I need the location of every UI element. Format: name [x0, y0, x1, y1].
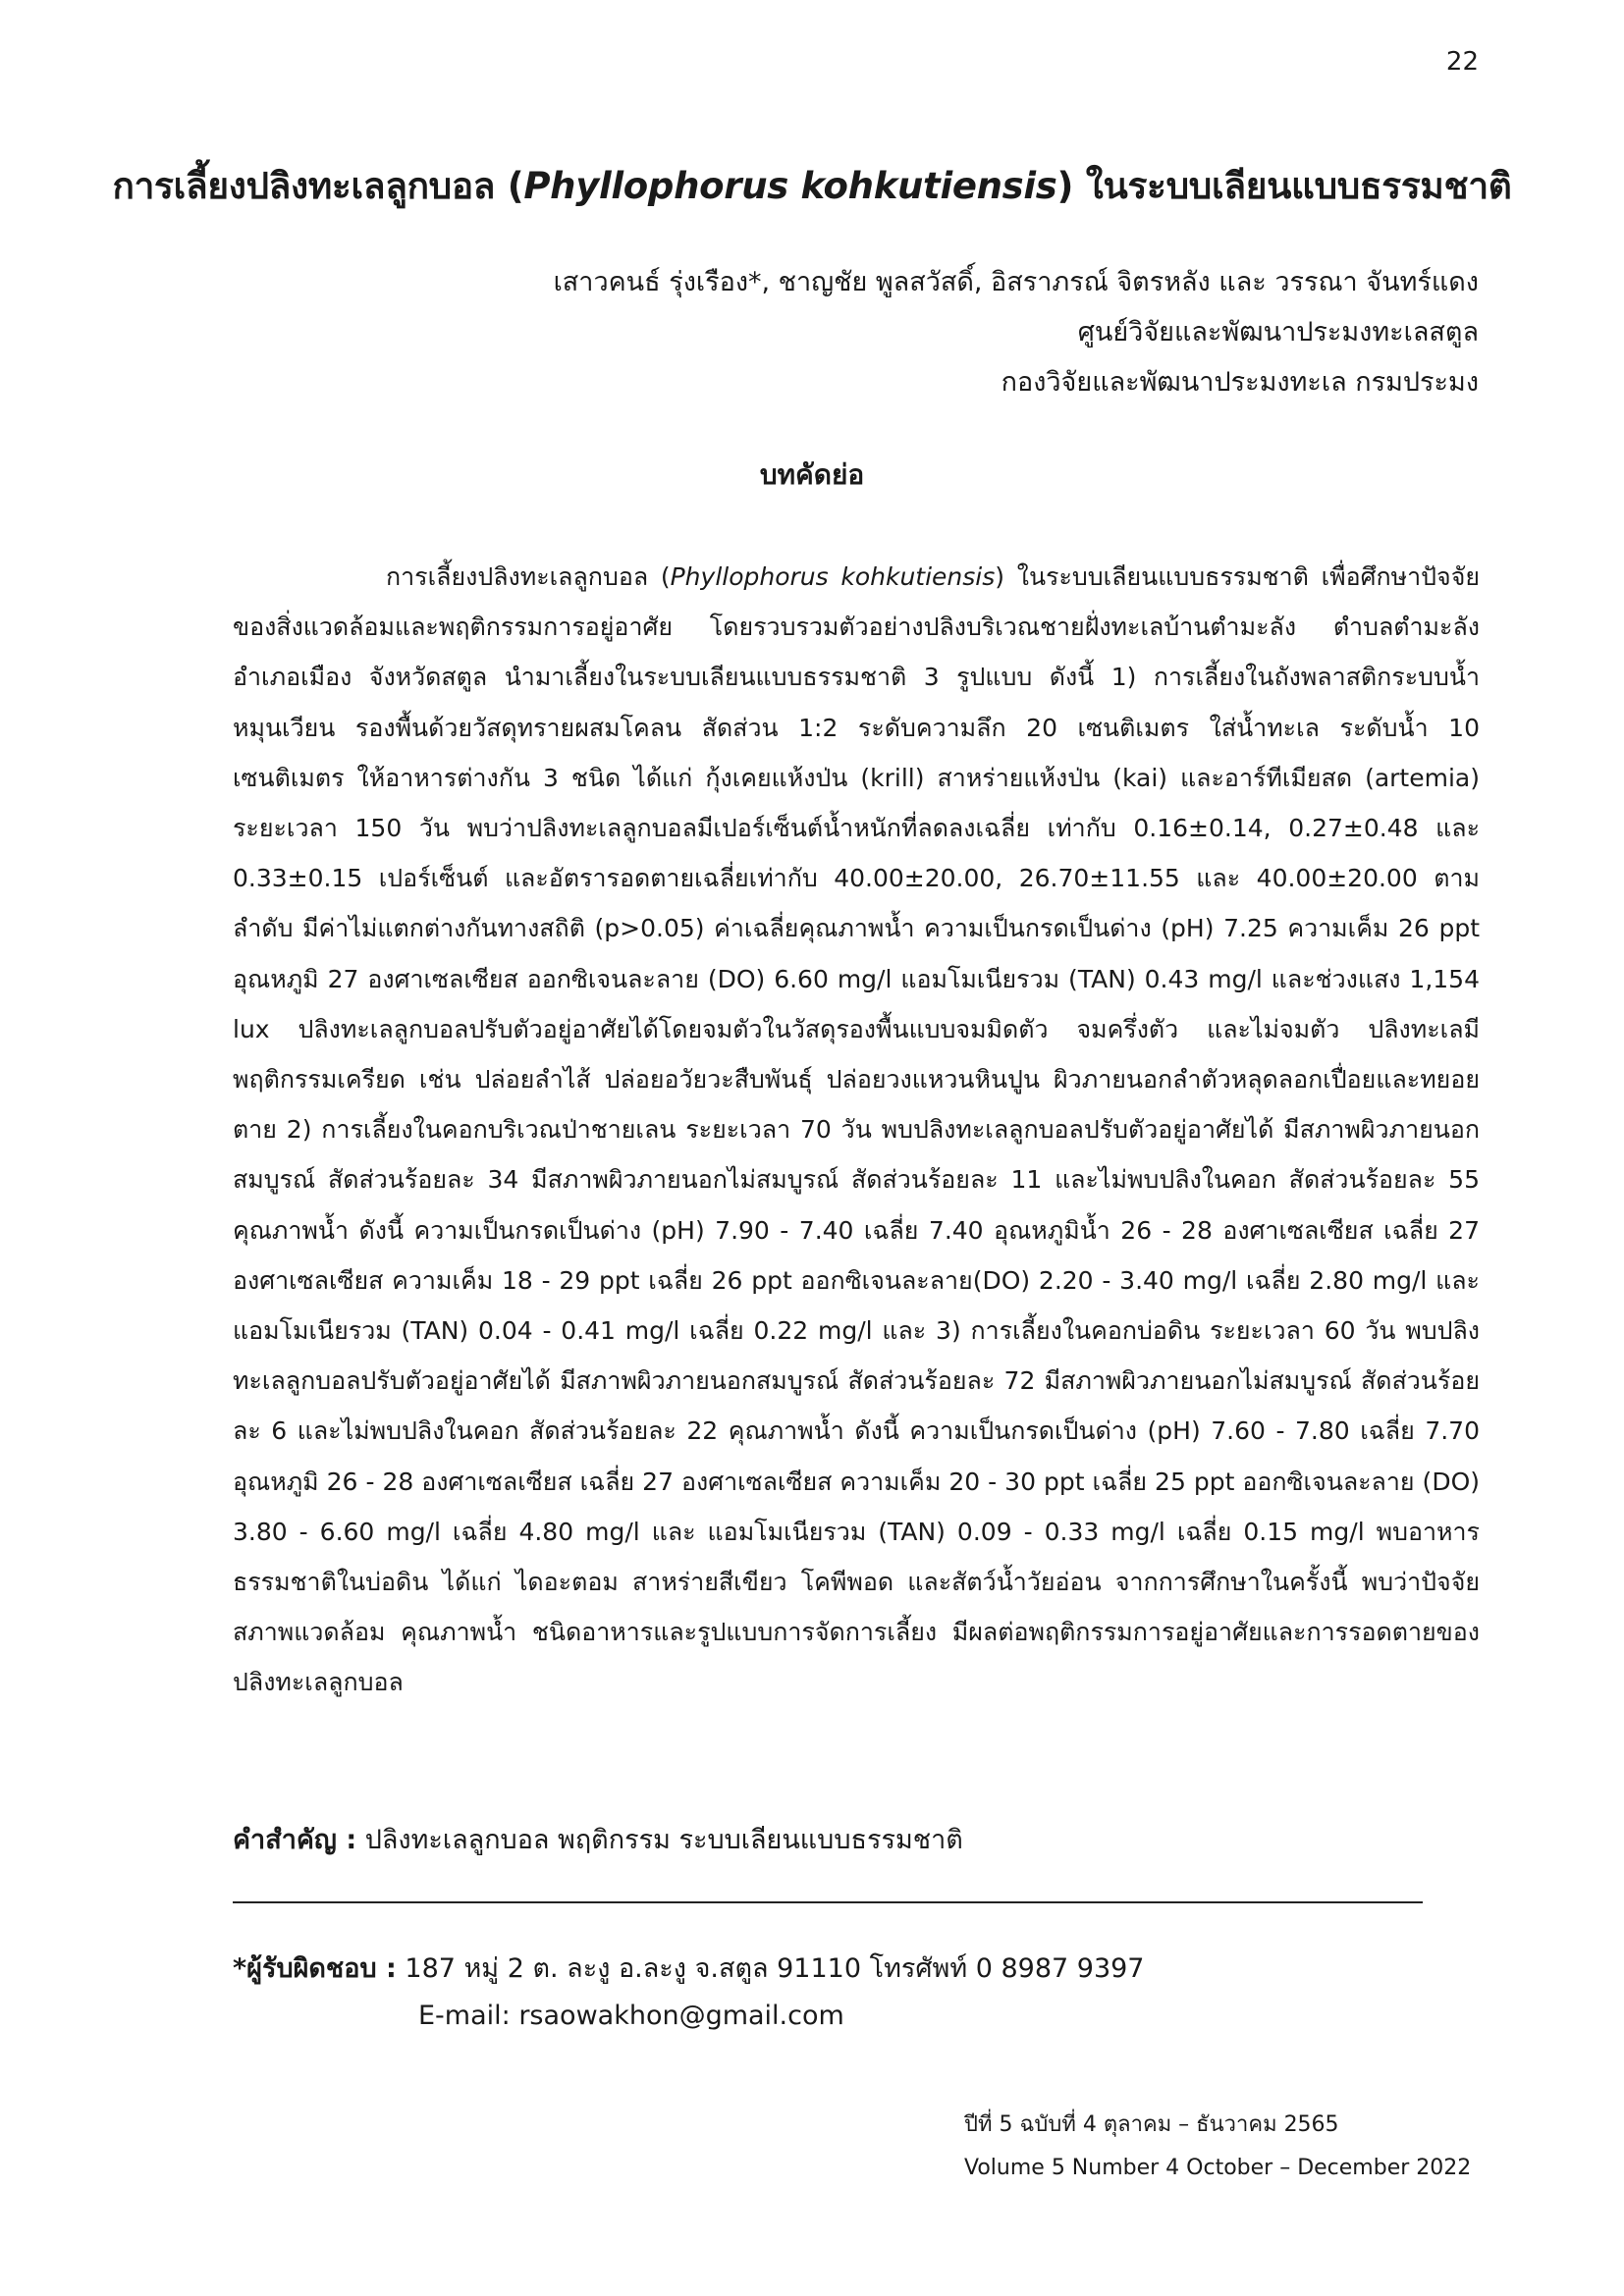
correspondence-email[interactable]: E-mail: rsaowakhon@gmail.com [418, 2001, 844, 2031]
correspondence-label: *ผู้รับผิดชอบ : [233, 1953, 397, 1984]
issue-info [964, 2104, 1471, 2190]
title-text-after: ) ในระบบเลียนแบบธรรมชาติ [1056, 165, 1512, 207]
affiliation-center: ศูนย์วิจัยและพัฒนาประมงทะเลสตูล [1077, 317, 1479, 347]
abstract-heading: บทคัดย่อ [759, 458, 865, 491]
abstract-paragraph [233, 552, 1480, 1708]
issue-english: Volume 5 Number 4 October – December 2022 [964, 2156, 1472, 2180]
keywords-label: คำสำคัญ : [233, 1825, 357, 1855]
issue-thai: ปีที่ 5 ฉบับที่ 4 ตุลาคม – ธันวาคม 2565 [964, 2112, 1339, 2137]
page-number: 22 [1445, 47, 1479, 77]
title-latin-name: Phyllophorus kohkutiensis [523, 165, 1057, 207]
abstract-body: ) ในระบบเลียนแบบธรรมชาติ เพื่อศึกษาปัจจัยของสิ่งแวดล้อมและพฤติกรรมการอยู่อาศัย โดยรวบรวมตัวอย่างปลิงบริเวณชายฝั่งทะเลบ้านตำมะลัง ตำบลตำมะลัง อำเภอเมือง จังหวัดสตูล นำมาเลี้ยงในระบบเลียนแบบธรรมชาติ 3 รูปแบบ ดังนี้ 1) การเลี้ยงในถังพลาสติกระบบน้ำหมุนเวียน รองพื้นด้วยวัสดุทรายผสมโคลน สัดส่วน 1:2 ระดับความลึก 20 เซนติเมตร ใส่น้ำทะเล ระดับน้ำ 10 เซนติเมตร ให้อาหารต่างกัน 3 ชนิด ได้แก่ กุ้งเคยแห้งป่น (krill) สาหร่ายแห้งป่น (kai) และอาร์ทีเมียสด (artemia) ระยะเวลา 150 วัน พบว่าปลิงทะเลลูกบอลมีเปอร์เซ็นต์น้ำหนักที่ลดลงเฉลี่ย เท่ากับ 0.16±0.14, 0.27±0.48 และ 0.33±0.15 เปอร์เซ็นต์ และอัตรารอดตายเฉลี่ยเท่ากับ 40.00±20.00, 26.70±11.55 และ 40.00±20.00 ตามลำดับ มีค่าไม่แตกต่างกันทางสถิติ (p>0.05) ค่าเฉลี่ยคุณภาพน้ำ ความเป็นกรดเป็นด่าง (pH) 7.25 ความเค็ม 26 ppt อุณหภูมิ 27 องศาเซลเซียส ออกซิเจนละลาย (DO) 6.60 mg/l แอมโมเนียรวม (TAN) 0.43 mg/l และช่วงแสง 1,154 lux ปลิงทะเลลูกบอลปรับตัวอยู่อาศัยได้โดยจมตัวในวัสดุรองพื้นแบบจมมิดตัว จมครึ่งตัว และไม่จมตัว ปลิงทะเลมีพฤติกรรมเครียด เช่น ปล่อยลำไส้ ปล่อยอวัยวะสืบพันธุ์ ปล่อยวงแหวนหินปูน ผิวภายนอกลำตัวหลุดลอกเปื่อยและทยอยตาย 2) การเลี้ยงในคอกบริเวณป่าชายเลน ระยะเวลา 70 วัน พบปลิงทะเลลูกบอลปรับตัวอยู่อาศัยได้ มีสภาพผิวภายนอกสมบูรณ์ สัดส่วนร้อยละ 34 มีสภาพผิวภายนอกไม่สมบูรณ์ สัดส่วนร้อยละ 11 และไม่พบปลิงในคอก สัดส่วนร้อยละ 55 คุณภาพน้ำ ดังนี้ ความเป็นกรดเป็นด่าง (pH) 7.90 - 7.40 เฉลี่ย 7.40 อุณหภูมิน้ำ 26 - 28 องศาเซลเซียส เฉลี่ย 27 องศาเซลเซียส ความเค็ม 18 - 29 ppt เฉลี่ย 26 ppt ออกซิเจนละลาย(DO) 2.20 - 3.40 mg/l เฉลี่ย 2.80 mg/l และแอมโมเนียรวม (TAN) 0.04 - 0.41 mg/l เฉลี่ย 0.22 mg/l และ 3) การเลี้ยงในคอกบ่อดิน ระยะเวลา 60 วัน พบปลิงทะเลลูกบอลปรับตัวอยู่อาศัยได้ มีสภาพผิวภายนอกสมบูรณ์ สัดส่วนร้อยละ 72 มีสภาพผิวภายนอกไม่สมบูรณ์ สัดส่วนร้อยละ 6 และไม่พบปลิงในคอก สัดส่วนร้อยละ 22 คุณภาพน้ำ ดังนี้ ความเป็นกรดเป็นด่าง (pH) 7.60 - 7.80 เฉลี่ย 7.70 อุณหภูมิ 26 - 28 องศาเซลเซียส เฉลี่ย 27 องศาเซลเซียส ความเค็ม 20 - 30 ppt เฉลี่ย 25 ppt ออกซิเจนละลาย (DO) 3.80 - 6.60 mg/l เฉลี่ย 4.80 mg/l และ แอมโมเนียรวม (TAN) 0.09 - 0.33 mg/l เฉลี่ย 0.15 mg/l พบอาหารธรรมชาติในบ่อดิน ได้แก่ ไดอะตอม สาหร่ายสีเขียว โคพีพอด และสัตว์น้ำวัยอ่อน จากการศึกษาในครั้งนี้ พบว่าปัจจัยสภาพแวดล้อม คุณภาพน้ำ ชนิดอาหารและรูปแบบการจัดการเลี้ยง มีผลต่อพฤติกรรมการอยู่อาศัยและการรอดตายของปลิงทะเลลูกบอล [233, 562, 1480, 1697]
paper-title [0, 157, 1624, 215]
correspondence-address: 187 หมู่ 2 ต. ละงู อ.ละงู จ.สตูล 91110 โทรศัพท์ 0 8987 9397 [396, 1953, 1145, 1984]
keywords [233, 1818, 963, 1860]
title-text-before: การเลี้ยงปลิงทะเลลูกบอล ( [112, 165, 524, 207]
affiliation-division: กองวิจัยและพัฒนาประมงทะเล กรมประมง [1001, 367, 1479, 398]
keywords-text: ปลิงทะเลลูกบอล พฤติกรรม ระบบเลียนแบบธรรมชาติ [356, 1825, 963, 1855]
footnote-divider [233, 1901, 1423, 1903]
correspondence [233, 1947, 1144, 1989]
abstract-latin-name: Phyllophorus kohkutiensis [670, 562, 996, 591]
abstract-intro: การเลี้ยงปลิงทะเลลูกบอล ( [386, 562, 671, 591]
author-names: เสาวคนธ์ รุ่งเรือง*, ชาญชัย พูลสวัสดิ์, อิสราภรณ์ จิตรหลัง และ วรรณา จันทร์แดง [553, 267, 1479, 297]
author-block [554, 257, 1479, 407]
